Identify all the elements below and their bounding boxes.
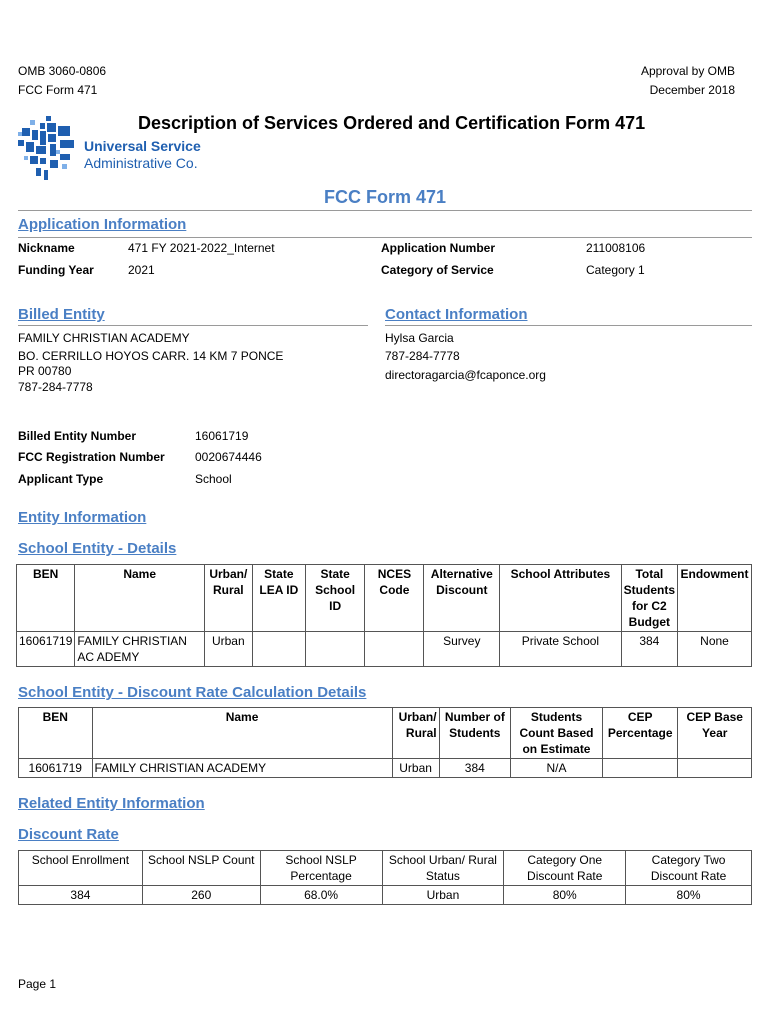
cell-name: FAMILY CHRISTIAN ACADEMY (92, 759, 392, 778)
col-state-lea-id: State LEA ID (252, 565, 305, 632)
applicant-type-value: School (195, 472, 232, 486)
col-name: Name (75, 565, 205, 632)
form-number: FCC Form 471 (18, 83, 98, 97)
billed-entity-heading: Billed Entity (18, 306, 105, 323)
billed-address-2: PR 00780 (18, 364, 72, 378)
table-header-row (19, 851, 752, 886)
fcc-reg-label: FCC Registration Number (18, 450, 165, 464)
col-ben: BEN (19, 708, 93, 759)
col-nslp-count: School NSLP Count (142, 851, 260, 886)
contact-heading: Contact Information (385, 306, 528, 323)
cell-category-one-rate: 80% (504, 886, 626, 905)
ben-value: 16061719 (195, 429, 249, 443)
entity-heading: Entity Information (18, 509, 147, 526)
cell-ben: 16061719 (17, 632, 75, 667)
col-urban-rural-status: School Urban/ Rural Status (382, 851, 504, 886)
discount-calc-table (18, 707, 752, 778)
approval-text: Approval by OMB (640, 64, 735, 78)
ben-label: Billed Entity Number (18, 429, 137, 443)
divider (18, 237, 752, 238)
cell-alt-discount: Survey (424, 632, 500, 667)
app-number-value: 211008106 (586, 241, 646, 255)
cell-cep-percentage (602, 759, 678, 778)
cell-urban-rural: Urban (204, 632, 252, 667)
table-row (19, 886, 752, 905)
cell-nslp-count: 260 (142, 886, 260, 905)
col-count-based-on-estimate: Students Count Based on Estimate (511, 708, 603, 759)
nickname-label: Nickname (18, 241, 75, 255)
cell-urban-rural-status: Urban (382, 886, 504, 905)
col-endowment: Endowment (678, 565, 752, 632)
logo-line-1: Universal Service (84, 138, 201, 154)
discount-rate-heading: Discount Rate (18, 826, 119, 843)
applicant-type-label: Applicant Type (18, 472, 104, 486)
col-nces-code: NCES Code (365, 565, 424, 632)
table-header-row (17, 565, 752, 632)
divider (385, 325, 752, 326)
discount-calc-heading: School Entity - Discount Rate Calculation Details (18, 684, 367, 701)
app-number-label: Application Number (381, 241, 496, 255)
billed-address-1: BO. CERRILLO HOYOS CARR. 14 KM 7 PONCE (18, 349, 284, 363)
contact-name: Hylsa Garcia (385, 331, 454, 345)
contact-phone: 787-284-7778 (385, 349, 460, 363)
cell-category-two-rate: 80% (626, 886, 752, 905)
category-value: Category 1 (586, 263, 645, 277)
approval-date: December 2018 (649, 83, 735, 97)
category-label: Category of Service (381, 263, 494, 277)
col-urban-rural: Urban/ Rural (204, 565, 252, 632)
fcc-reg-value: 0020674446 (195, 450, 262, 464)
school-details-heading: School Entity - Details (18, 540, 177, 557)
nickname-value: 471 FY 2021-2022_Internet (128, 241, 275, 255)
table-row (19, 759, 752, 778)
application-heading: Application Information (18, 216, 187, 233)
col-school-attributes: School Attributes (500, 565, 622, 632)
table-row (17, 632, 752, 667)
col-cep-percentage: CEP Percentage (602, 708, 678, 759)
cell-school-attributes: Private School (500, 632, 622, 667)
cell-name: FAMILY CHRISTIAN AC ADEMY (75, 632, 205, 667)
school-details-table (16, 564, 752, 667)
cell-cep-base-year (678, 759, 752, 778)
form-title: FCC Form 471 (323, 187, 447, 207)
cell-count-based-on-estimate: N/A (511, 759, 603, 778)
divider (18, 325, 368, 326)
page-title: Description of Services Ordered and Certification Form 471 (138, 113, 646, 133)
logo-line-2: Administrative Co. (84, 155, 198, 171)
discount-rate-table (18, 850, 752, 905)
col-state-school-id: State School ID (305, 565, 364, 632)
col-name: Name (92, 708, 392, 759)
cell-state-school-id (305, 632, 364, 667)
cell-school-enrollment: 384 (19, 886, 143, 905)
billed-name: FAMILY CHRISTIAN ACADEMY (18, 331, 190, 345)
col-school-enrollment: School Enrollment (19, 851, 143, 886)
col-cep-base-year: CEP Base Year (678, 708, 752, 759)
page-number: Page 1 (18, 977, 57, 991)
col-category-two-rate: Category Two Discount Rate (626, 851, 752, 886)
table-header-row (19, 708, 752, 759)
cell-nces-code (365, 632, 424, 667)
divider (18, 210, 752, 211)
col-category-one-rate: Category One Discount Rate (504, 851, 626, 886)
cell-urban-rural: Urban (392, 759, 439, 778)
contact-email[interactable]: directoragarcia@fcaponce.org (385, 368, 546, 382)
cell-nslp-percentage: 68.0% (260, 886, 382, 905)
funding-year-value: 2021 (128, 263, 155, 277)
col-nslp-percentage: School NSLP Percentage (260, 851, 382, 886)
col-urban-rural: Urban/ Rural (392, 708, 439, 759)
col-ben: BEN (17, 565, 75, 632)
cell-number-of-students: 384 (439, 759, 510, 778)
usac-logo-icon (16, 114, 78, 184)
cell-endowment: None (678, 632, 752, 667)
cell-total-students: 384 (621, 632, 677, 667)
funding-year-label: Funding Year (18, 263, 94, 277)
billed-phone: 787-284-7778 (18, 380, 93, 394)
col-number-of-students: Number of Students (439, 708, 510, 759)
col-alt-discount: Alternative Discount (424, 565, 500, 632)
cell-ben: 16061719 (19, 759, 93, 778)
related-entity-heading: Related Entity Information (18, 795, 205, 812)
omb-number: OMB 3060-0806 (18, 64, 107, 78)
cell-state-lea-id (252, 632, 305, 667)
col-total-students: Total Students for C2 Budget (621, 565, 677, 632)
